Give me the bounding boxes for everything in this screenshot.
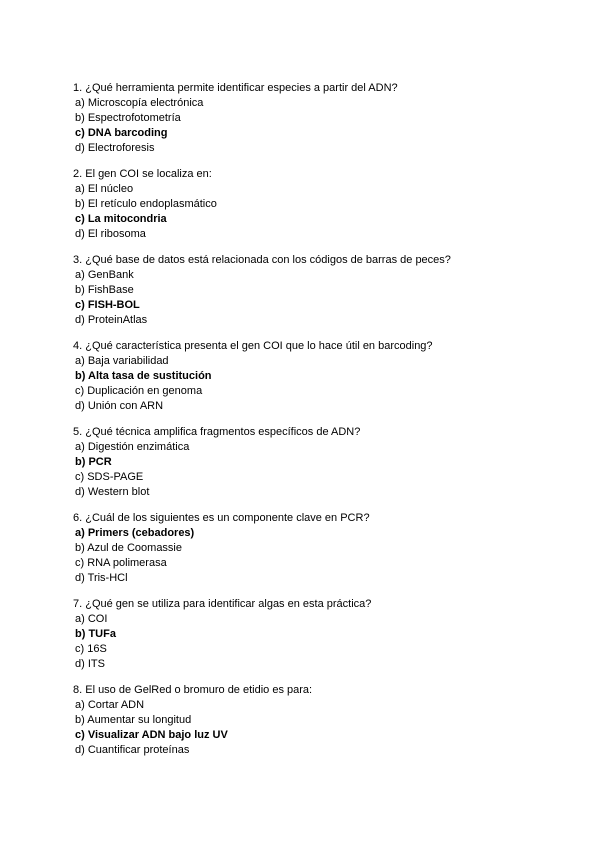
answer-option: b) FishBase — [75, 284, 134, 296]
answer-option: a) Baja variabilidad — [75, 355, 169, 367]
answer-option: d) Cuantificar proteínas — [75, 744, 190, 756]
correct-answer-option: c) La mitocondria — [75, 213, 167, 225]
answer-option: d) ITS — [75, 658, 105, 670]
answer-option: d) ProteinAtlas — [75, 314, 148, 326]
answer-option: d) Western blot — [75, 486, 150, 498]
question-text: 4. ¿Qué característica presenta el gen COI que lo hace útil en barcoding? — [73, 340, 433, 352]
question-text: 5. ¿Qué técnica amplifica fragmentos específicos de ADN? — [73, 426, 361, 438]
question-block — [0, 339, 600, 414]
question-text: 8. El uso de GelRed o bromuro de etidio es para: — [73, 684, 313, 696]
question-block — [0, 425, 600, 500]
question-block — [0, 81, 600, 156]
correct-answer-option: c) FISH-BOL — [75, 299, 140, 311]
answer-option: a) El núcleo — [75, 183, 134, 195]
question-text: 3. ¿Qué base de datos está relacionada con los códigos de barras de peces? — [73, 254, 451, 266]
answer-option: d) El ribosoma — [75, 228, 146, 240]
answer-option: a) Microscopía electrónica — [75, 97, 204, 109]
correct-answer-option: b) PCR — [75, 456, 112, 468]
question-block — [0, 511, 600, 586]
answer-option: d) Tris-HCl — [75, 572, 128, 584]
answer-option: b) El retículo endoplasmático — [75, 198, 217, 210]
question-block — [0, 167, 600, 242]
question-block — [0, 597, 600, 672]
answer-option: a) COI — [75, 613, 108, 625]
answer-option: d) Unión con ARN — [75, 400, 164, 412]
quiz-list — [0, 81, 600, 769]
answer-option: c) Duplicación en genoma — [75, 385, 203, 397]
correct-answer-option: b) TUFa — [75, 628, 116, 640]
answer-option: b) Aumentar su longitud — [75, 714, 192, 726]
question-text: 2. El gen COI se localiza en: — [73, 168, 212, 180]
correct-answer-option: a) Primers (cebadores) — [75, 527, 195, 539]
answer-option: c) RNA polimerasa — [75, 557, 167, 569]
answer-option: b) Espectrofotometría — [75, 112, 181, 124]
correct-answer-option: b) Alta tasa de sustitución — [75, 370, 212, 382]
question-text: 7. ¿Qué gen se utiliza para identificar algas en esta práctica? — [73, 598, 372, 610]
answer-option: d) Electroforesis — [75, 142, 155, 154]
answer-option: a) Cortar ADN — [75, 699, 145, 711]
question-text: 6. ¿Cuál de los siguientes es un componente clave en PCR? — [73, 512, 370, 524]
answer-option: c) 16S — [75, 643, 107, 655]
question-block — [0, 253, 600, 328]
answer-option: c) SDS-PAGE — [75, 471, 144, 483]
answer-option: a) GenBank — [75, 269, 134, 281]
correct-answer-option: c) Visualizar ADN bajo luz UV — [75, 729, 228, 741]
question-text: 1. ¿Qué herramienta permite identificar especies a partir del ADN? — [73, 82, 398, 94]
question-block — [0, 683, 600, 758]
answer-option: a) Digestión enzimática — [75, 441, 190, 453]
answer-option: b) Azul de Coomassie — [75, 542, 182, 554]
correct-answer-option: c) DNA barcoding — [75, 127, 168, 139]
